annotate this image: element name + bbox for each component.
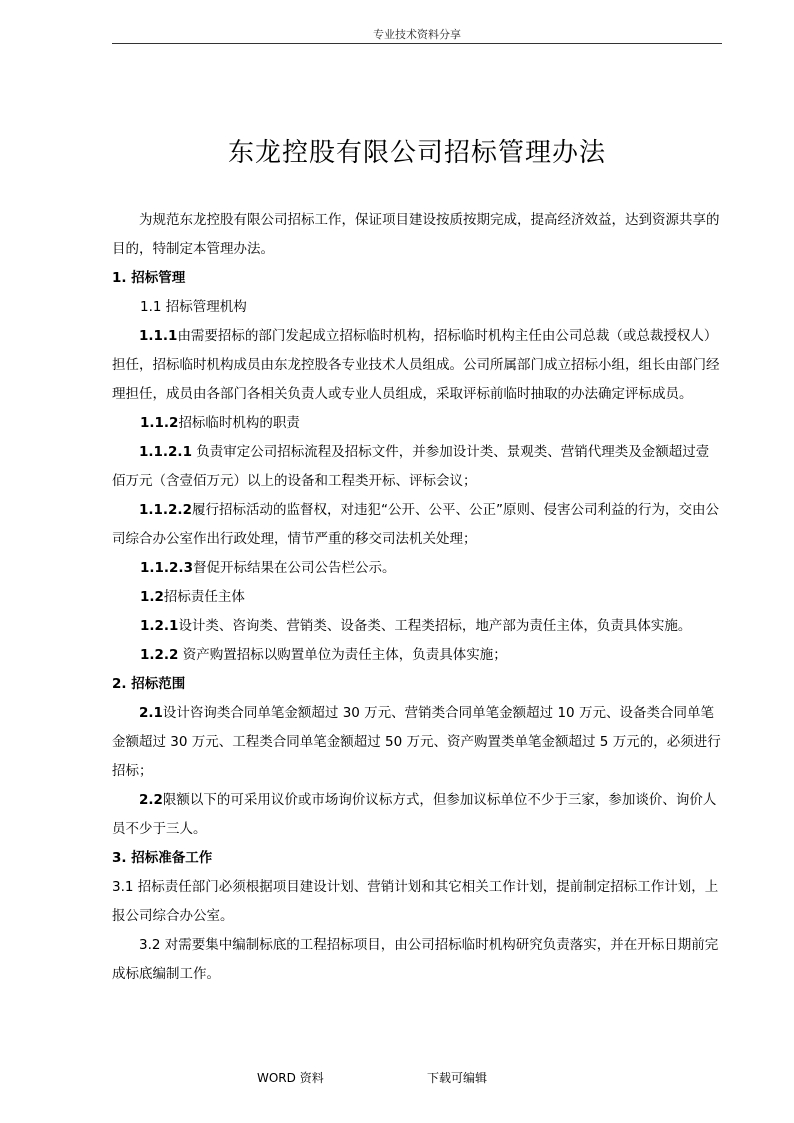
clause-text: 由需要招标的部门发起成立招标临时机构，招标临时机构主任由公司总裁（或总裁授权人）担任，招标临时机构成员由东龙控股各专业技术人员组成。公司所属部门成立招标小组，组长由部门经理担任，成员由各部门各相关负责人或专业人员组成，采取评标前临时抽取的办法确定评标成员。 bbox=[112, 328, 720, 402]
clause-text: 设计类、咨询类、营销类、设备类、工程类招标，地产部为责任主体，负责具体实施。 bbox=[178, 618, 692, 634]
document-title: 东龙控股有限公司招标管理办法 bbox=[227, 138, 606, 168]
clause-text: 履行招标活动的监督权，对违犯“公开、公平、公正”原则、侵害公司利益的行为，交由公司综合办公室作出行政处理，情节严重的移交司法机关处理； bbox=[112, 502, 719, 547]
clause-text: 设计咨询类合同单笔金额超过 30 万元、营销类合同单笔金额超过 10 万元、设备类合同单笔金额超过 30 万元、工程类合同单笔金额超过 50 万元、资产购置类单笔金额超过 5 万元的，必须进行招标； bbox=[112, 705, 721, 779]
clause-1-1-2 bbox=[112, 409, 722, 438]
section-1-1-heading: 1.1 招标管理机构 bbox=[140, 299, 247, 315]
clause-1-1-2-1 bbox=[112, 438, 722, 496]
clause-2-1 bbox=[112, 699, 722, 786]
clause-number: 1.2.1 bbox=[140, 618, 179, 634]
clause-text: 限额以下的可采用议价或市场询价议标方式，但参加议标单位不少于三家，参加谈价、询价人员不少于三人。 bbox=[112, 792, 717, 837]
section-3-heading: 3. 招标准备工作 bbox=[112, 850, 213, 866]
section-1-2-heading bbox=[112, 583, 722, 612]
clause-number: 1.1.2.3 bbox=[140, 560, 193, 576]
clause-text: 资产购置招标以购置单位为责任主体，负责具体实施； bbox=[178, 647, 507, 663]
clause-number: 1.2 bbox=[140, 589, 164, 605]
clause-number: 1.1.2.2 bbox=[139, 502, 192, 518]
page-header: 专业技术资料分享 bbox=[373, 28, 461, 41]
clause-1-1-2-2 bbox=[112, 496, 722, 554]
clause-1-1-2-3 bbox=[112, 554, 722, 583]
clause-3-1: 3.1 招标责任部门必须根据项目建设计划、营销计划和其它相关工作计划，提前制定招标工作计划，上报公司综合办公室。 bbox=[112, 879, 719, 924]
clause-number: 2.1 bbox=[139, 705, 163, 721]
document-body bbox=[112, 206, 722, 989]
clause-1-2-1 bbox=[112, 612, 722, 641]
section-2-heading: 2. 招标范围 bbox=[112, 676, 186, 692]
clause-2-2 bbox=[112, 786, 722, 844]
intro-paragraph: 为规范东龙控股有限公司招标工作，保证项目建设按质按期完成，提高经济效益，达到资源共享的目的，特制定本管理办法。 bbox=[112, 212, 720, 257]
clause-number: 2.2 bbox=[139, 792, 163, 808]
clause-text: 负责审定公司招标流程及招标文件，并参加设计类、景观类、营销代理类及金额超过壹佰万元（含壹佰万元）以上的设备和工程类开标、评标会议； bbox=[112, 444, 710, 489]
clause-1-2-2 bbox=[112, 641, 722, 670]
footer-right-text: 下载可编辑 bbox=[427, 1071, 488, 1085]
section-1-heading: 1. 招标管理 bbox=[112, 270, 186, 286]
clause-number: 1.1.2.1 bbox=[139, 444, 192, 460]
clause-number: 1.2.2 bbox=[140, 647, 179, 663]
header-rule bbox=[112, 43, 722, 44]
clause-text: 招标临时机构的职责 bbox=[178, 415, 300, 431]
clause-text: 招标责任主体 bbox=[163, 589, 245, 605]
footer-left-text: WORD 资料 bbox=[257, 1071, 324, 1085]
clause-3-2: 3.2 对需要集中编制标底的工程招标项目，由公司招标临时机构研究负责落实，并在开标日期前完成标底编制工作。 bbox=[112, 937, 719, 982]
clause-number: 1.1.2 bbox=[140, 415, 179, 431]
clause-1-1-1 bbox=[112, 322, 722, 409]
clause-number: 1.1.1 bbox=[139, 328, 178, 344]
clause-text: 督促开标结果在公司公告栏公示。 bbox=[192, 560, 396, 576]
